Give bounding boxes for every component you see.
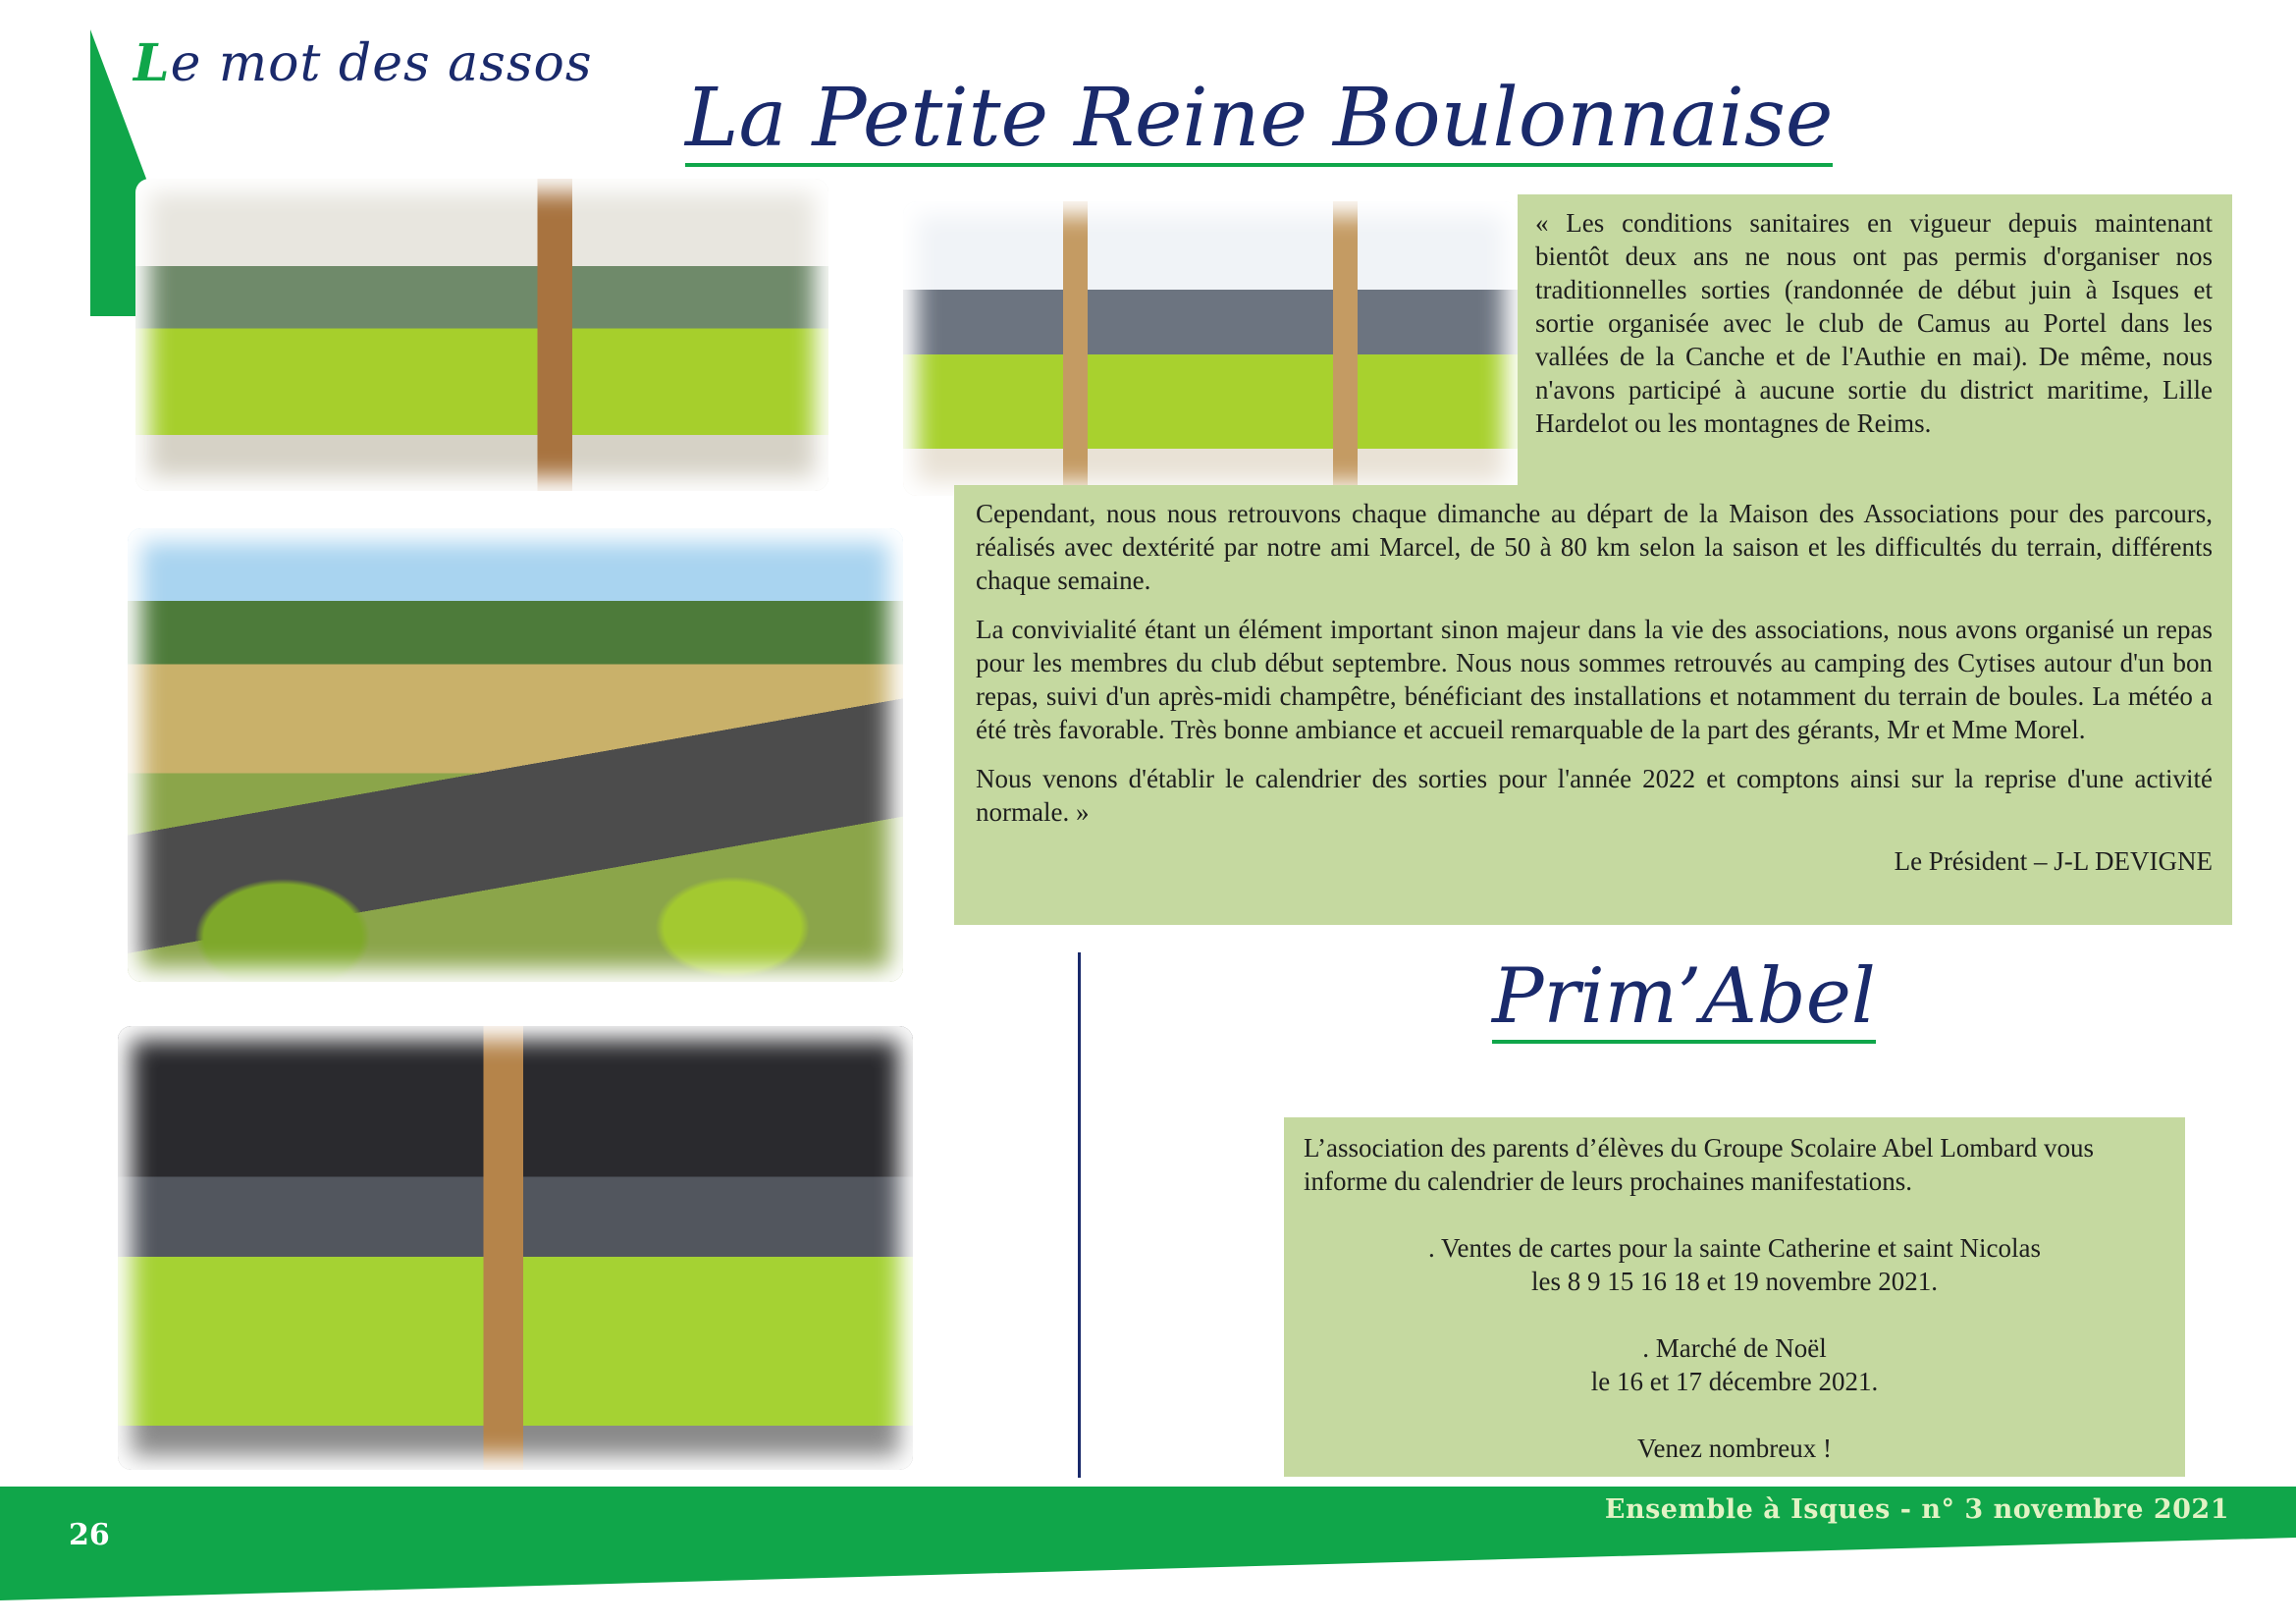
event-1-dates: les 8 9 15 16 18 et 19 novembre 2021. [1531,1267,1938,1296]
article-intro-box [1518,194,2232,485]
primabel-info-box [1284,1117,2185,1477]
footer-publication: Ensemble à Isques - n° 3 novembre 2021 [1604,1494,2229,1525]
article-signature: Le Président – J-L DEVIGNE [1894,846,2213,876]
section-label-text: e mot des assos [170,34,593,93]
photo-club-lunch-2 [903,201,1518,496]
section-label-initial: L [133,33,171,93]
photo-cyclists-on-road [128,528,903,982]
page-number: 26 [69,1518,110,1552]
closing-text: Venez nombreux ! [1637,1434,1832,1463]
primabel-intro: L’association des parents d’élèves du Groupe Scolaire Abel Lombard vous informe du calendrier de leurs prochaines manifestations. [1304,1133,2095,1196]
vertical-divider [1078,952,1081,1478]
event-2-dates: le 16 et 17 décembre 2021. [1590,1367,1879,1396]
article-paragraph: Nous venons d'établir le calendrier des sorties pour l'année 2022 et comptons ainsi sur la reprise d'une activité normale. » [976,764,2213,827]
section-label [133,33,593,93]
article-paragraph: Cependant, nous nous retrouvons chaque dimanche au départ de la Maison des Associations pour des parcours, réalisés avec dextérité par notre ami Marcel, de 50 à 80 km selon la saison et les difficultés du terrain, différents chaque semaine. [976,499,2213,595]
photo-club-lunch-1 [135,179,828,491]
article-body-box [954,485,2232,925]
event-2-title: . Marché de Noël [1642,1333,1827,1363]
section-title-primabel: Prim’Abel [1492,957,1876,1044]
photo-club-lunch-3 [118,1026,913,1470]
article-paragraph: La convivialité étant un élément important sinon majeur dans la vie des associations, nous avons organisé un repas pour les membres du club début septembre. Nous nous sommes retrouvés au camping des Cytises autour d'un bon repas, suivi d'un après-midi champêtre, bénéficiant des installations et notamment du terrain de boules. La météo a été très favorable. Très bonne ambiance et accueil remarquable de la part des gérants, Mr et Mme Morel. [976,615,2213,744]
page-title: La Petite Reine Boulonnaise [685,77,1833,167]
article-intro-text: « Les conditions sanitaires en vigueur depuis maintenant bientôt deux ans ne nous ont pas permis d'organiser nos traditionnelles sorties (randonnée de début juin à Isques et sortie organisée avec le club de Camus au Portel dans les vallées de la Canche et de l'Authie en mai). De même, nous n'avons participé à aucune sortie du district maritime, Lille Hardelot ou les montagnes de Reims. [1535,208,2213,438]
event-1-title: . Ventes de cartes pour la sainte Catherine et saint Nicolas [1427,1233,2042,1263]
